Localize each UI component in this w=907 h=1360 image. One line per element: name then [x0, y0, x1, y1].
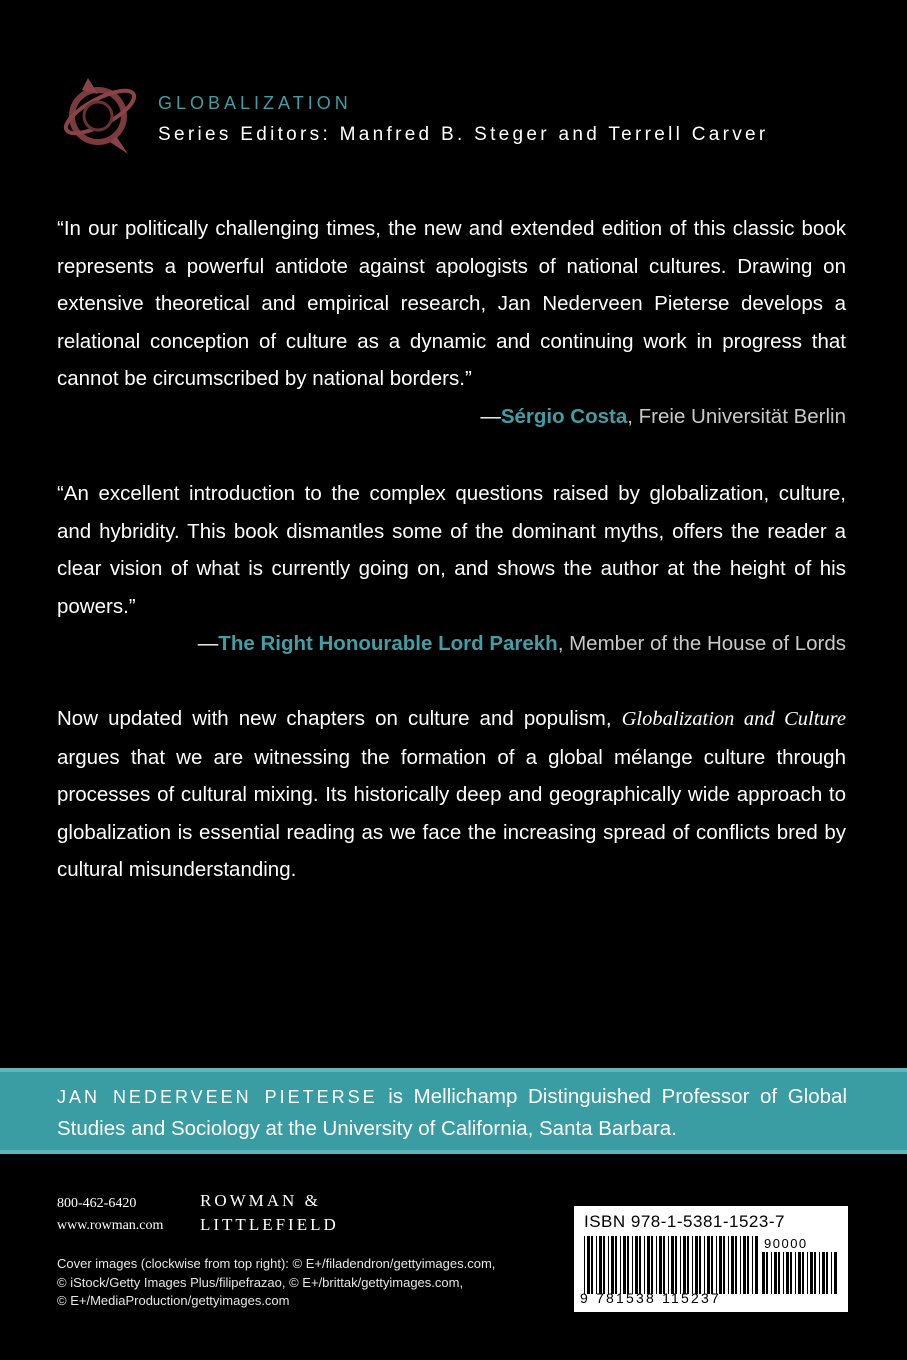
publisher-line-2: LITTLEFIELD [200, 1215, 339, 1234]
endorser-name: The Right Honourable Lord Parekh [218, 632, 558, 656]
attribution-dash: — [197, 632, 219, 656]
series-logo-icon [58, 72, 142, 156]
credits-line-3: © E+/MediaProduction/gettyimages.com [57, 1293, 290, 1308]
cover-image-credits [57, 1255, 495, 1311]
isbn-label: ISBN 978-1-5381-1523-7 [584, 1212, 785, 1231]
book-description [57, 700, 846, 889]
attribution-dash: — [480, 404, 501, 428]
publisher-website: www.rowman.com [57, 1218, 164, 1233]
series-editors: Series Editors: Manfred B. Steger and Terrell Carver [158, 124, 769, 145]
description-before: Now updated with new chapters on culture and populism, [57, 707, 622, 730]
quote-attribution [57, 625, 846, 663]
barcode-digits: 9 781538 115237 [580, 1290, 721, 1306]
author-bio-text: is Mellichamp Distinguished Professor of Global Studies and Sociology at the University of California, Santa Barbara. [57, 1085, 847, 1140]
description-after: argues that we are witnessing the formation of a global mélange culture through processes of cultural mixing. Its historically deep and geographically wide approach to globalization is essential reading as we face the increasing spread of conflicts bred by cultural misunderstanding. [57, 745, 846, 882]
quote-text: “In our politically challenging times, the new and extended edition of this classic book represents a powerful antidote against apologists of national cultures. Drawing on extensive theoretical and empirical research, Jan Nederveen Pieterse develops a relational conception of culture as a dynamic and continuing work in progress that cannot be circumscribed by national borders.” [57, 217, 846, 391]
price-code: 90000 [764, 1236, 808, 1251]
quote-text: “An excellent introduction to the complex questions raised by globalization, culture, and hybridity. This book dismantles some of the dominant myths, offers the reader a clear vision of what is currently going on, and shows the author at the height of his powers.” [57, 482, 846, 618]
quote-attribution [57, 398, 846, 436]
publisher-logo [200, 1189, 339, 1237]
author-name: JAN NEDERVEEN PIETERSE [57, 1087, 378, 1107]
addon-barcode-bars-icon [762, 1252, 838, 1294]
barcode-box [574, 1206, 848, 1312]
book-title: Globalization and Culture [621, 708, 846, 730]
publisher-contact [57, 1193, 163, 1237]
publisher-line-1: ROWMAN & [200, 1191, 321, 1210]
endorser-name: Sérgio Costa [500, 404, 628, 428]
credits-line-1: Cover images (clockwise from top right): © E+/filadendron/gettyimages.com, [57, 1256, 496, 1271]
endorser-affiliation: , Freie Universität Berlin [627, 404, 846, 428]
credits-line-2: © iStock/Getty Images Plus/filipefrazao, © E+/brittak/gettyimages.com, [57, 1274, 464, 1290]
endorser-affiliation: , Member of the House of Lords [557, 632, 846, 656]
endorsement-quote-1 [57, 210, 846, 436]
author-bio [57, 1081, 847, 1144]
endorsement-quote-2 [57, 475, 846, 663]
barcode-bars-icon [584, 1236, 759, 1294]
publisher-phone: 800-462-6420 [57, 1196, 137, 1211]
series-name: GLOBALIZATION [158, 93, 352, 113]
